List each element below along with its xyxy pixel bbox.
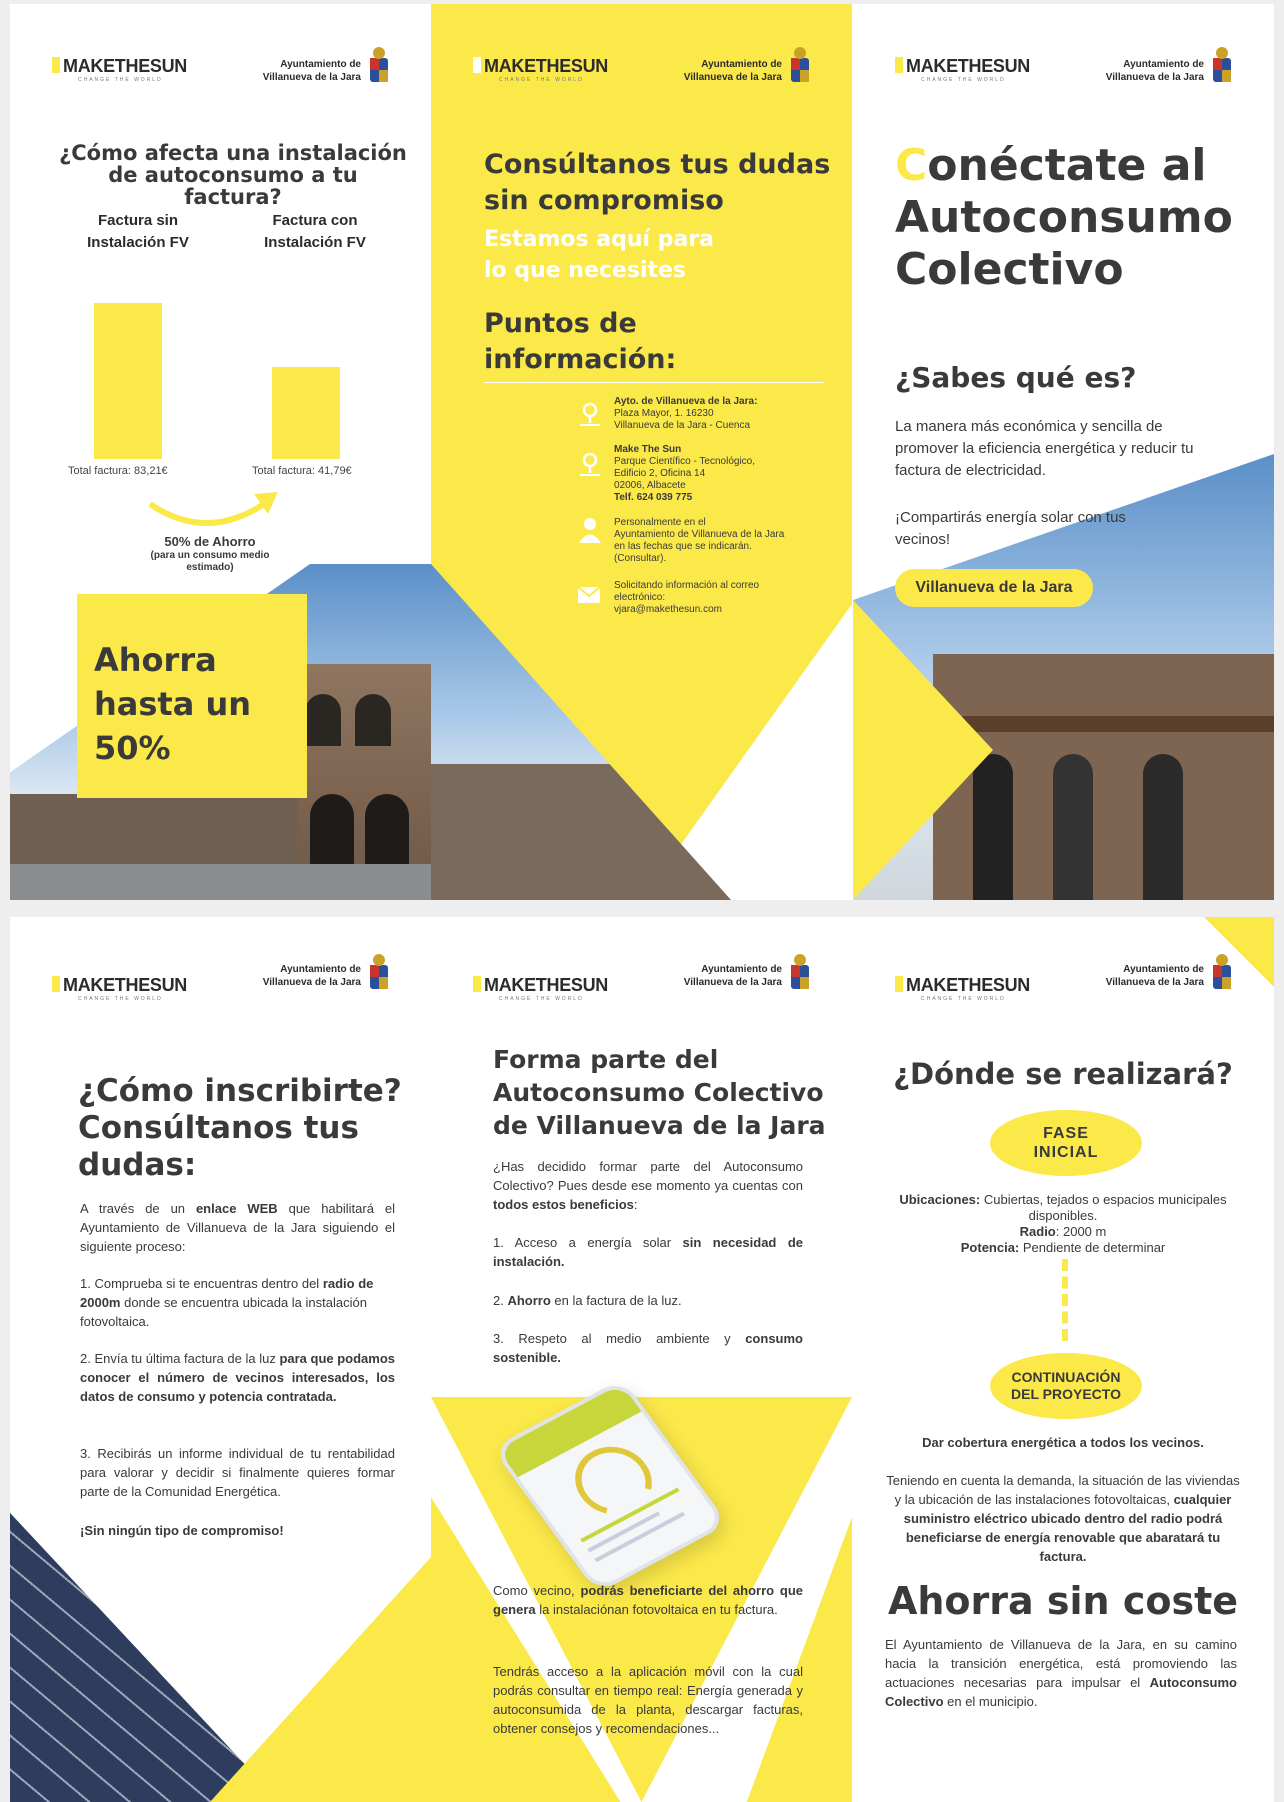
phase-initial-badge: FASE INICIAL xyxy=(990,1110,1142,1176)
brochure-front-sheet xyxy=(10,4,1274,900)
info-points-title: Puntos de información: xyxy=(484,308,677,375)
benefit-2: 2. Ahorro en la factura de la luz. xyxy=(493,1293,682,1308)
cover-title: Conéctate al Autoconsumo Colectivo xyxy=(895,140,1233,295)
makethesun-logo: MAKETHESUN CHANGE THE WORLD xyxy=(52,56,187,83)
ayuntamiento-label: Ayuntamiento de Villanueva de la Jara xyxy=(683,964,782,988)
info-item-ayto: Ayto. de Villanueva de la Jara: Plaza Mayor, 1. 16230 Villanueva de la Jara - Cuenca xyxy=(614,396,758,431)
town-pill: Villanueva de la Jara xyxy=(895,569,1093,607)
ayuntamiento-label: Ayuntamiento de Villanueva de la Jara xyxy=(683,59,782,83)
what-is-question: ¿Sabes qué es? xyxy=(895,361,1137,394)
email-link[interactable]: vjara@makethesun.com xyxy=(614,604,722,615)
phase-continuation-badge: CONTINUACIÓN DEL PROYECTO xyxy=(990,1353,1142,1419)
map-pin-icon xyxy=(577,451,603,477)
bill-bar-without xyxy=(94,303,162,459)
person-icon xyxy=(577,516,603,544)
consult-subtitle: Estamos aquí para lo que necesites xyxy=(484,227,715,283)
total-with: Total factura: 41,79€ xyxy=(252,465,352,477)
saving-note: (para un consumo medio estimado) xyxy=(150,550,270,573)
coverage-paragraph: Teniendo en cuenta la demanda, la situación de las viviendas y la ubicación de las instalaciones fotovoltaicas, cualquier suministro eléctrico ubicado dentro del radio podrá beneficiarse de energía renovable que abaratará tu factura. xyxy=(886,1473,1240,1564)
info-item-makethesun: Make The Sun Parque Científico - Tecnológico, Edificio 2, Oficina 14 02006, Albacete Telf. 624 039 775 xyxy=(614,444,756,503)
makethesun-logo: MAKETHESUN CHANGE THE WORLD xyxy=(52,975,187,1002)
signup-title: ¿Cómo inscribirte? Consúltanos tus dudas: xyxy=(78,1073,402,1183)
crest-icon xyxy=(1210,953,1234,993)
info-item-in-person: Personalmente en el Ayuntamiento de Villanueva de la Jara en las fechas que se indicarán. (Consultar). xyxy=(614,517,785,564)
back-right-panel xyxy=(853,917,1274,1802)
savings-box-text: Ahorra hasta un 50% xyxy=(94,641,252,767)
phase-initial-details: Ubicaciones: Cubiertas, tejados o espacios municipales disponibles. Radio: 2000 m Potencia: Pendiente de determinar xyxy=(899,1192,1227,1255)
bill-column-title-1: Factura sin Instalación FV xyxy=(87,212,189,251)
info-item-email: Solicitando información al correo electrónico: vjara@makethesun.com xyxy=(614,580,760,615)
crest-icon xyxy=(788,46,812,86)
timeline-connector xyxy=(1062,1259,1068,1341)
back-middle-panel xyxy=(431,917,852,1802)
signup-closing: ¡Sin ningún tipo de compromiso! xyxy=(80,1523,284,1538)
makethesun-logo: MAKETHESUN CHANGE THE WORLD xyxy=(473,975,608,1002)
where-title: ¿Dónde se realizará? xyxy=(893,1057,1233,1091)
signup-step-3: 3. Recibirás un informe individual de tu rentabilidad para valorar y decidir si finalmente quieres formar parte de la Comunidad Energética. xyxy=(80,1446,395,1499)
front-left-panel xyxy=(10,4,431,900)
bill-column-title-2: Factura con Instalación FV xyxy=(264,212,366,251)
crest-icon xyxy=(788,953,812,993)
coverage-statement: Dar cobertura energética a todos los vecinos. xyxy=(922,1435,1204,1450)
ayuntamiento-label: Ayuntamiento de Villanueva de la Jara xyxy=(262,59,361,83)
signup-intro: A través de un enlace WEB que habilitará el Ayuntamiento de Villanueva de la Jara siguiendo el siguiente proceso: xyxy=(80,1201,395,1254)
divider xyxy=(484,382,824,383)
ayuntamiento-label: Ayuntamiento de Villanueva de la Jara xyxy=(1105,964,1204,988)
solar-panel-photo xyxy=(10,1513,280,1802)
makethesun-logo: MAKETHESUN CHANGE THE WORLD xyxy=(895,975,1030,1002)
back-left-panel xyxy=(10,917,431,1802)
benefit-1: 1. Acceso a energía solar sin necesidad de instalación. xyxy=(493,1235,804,1269)
front-right-panel xyxy=(853,4,1274,900)
app-access-paragraph: Tendrás acceso a la aplicación móvil con la cual podrás consultar en tiempo real: Energía generada y autoconsumida de la planta, descargar facturas, obtener consejos y recomendaciones... xyxy=(493,1664,803,1736)
consult-title: Consúltanos tus dudas sin compromiso xyxy=(484,149,831,216)
ayuntamiento-label: Ayuntamiento de Villanueva de la Jara xyxy=(1105,59,1204,83)
bill-bar-with xyxy=(272,367,340,459)
saving-title: 50% de Ahorro xyxy=(164,534,256,549)
signup-step-1: 1. Comprueba si te encuentras dentro del radio de 2000m donde se encuentra ubicada la instalación fotovoltaica. xyxy=(80,1276,374,1329)
what-is-paragraph: La manera más económica y sencilla de promover la eficiencia energética y reducir tu factura de electricidad. xyxy=(895,418,1194,479)
makethesun-logo: MAKETHESUN CHANGE THE WORLD xyxy=(473,56,608,83)
signup-step-2: 2. Envía tu última factura de la luz para que podamos conocer el número de vecinos interesados, los datos de consumo y potencia contratada. xyxy=(80,1351,396,1404)
bill-question: ¿Cómo afecta una instalación de autoconsumo a tu factura? xyxy=(59,141,407,209)
makethesun-logo: MAKETHESUN CHANGE THE WORLD xyxy=(895,56,1030,83)
save-paragraph: El Ayuntamiento de Villanueva de la Jara, en su camino hacia la transición energética, está promoviendo las actuaciones necesarias para impulsar el Autoconsumo Colectivo en el municipio. xyxy=(885,1637,1237,1709)
join-intro: ¿Has decidido formar parte del Autoconsumo Colectivo? Pues desde ese momento ya cuentas con todos estos beneficios: xyxy=(493,1159,803,1212)
curved-arrow-icon xyxy=(146,486,286,538)
share-text: ¡Compartirás energía solar con tus vecinos! xyxy=(895,509,1126,548)
crest-icon xyxy=(367,953,391,993)
mail-icon xyxy=(577,586,601,604)
ayuntamiento-label: Ayuntamiento de Villanueva de la Jara xyxy=(262,964,361,988)
front-middle-panel xyxy=(431,4,852,900)
map-pin-icon xyxy=(577,401,603,427)
crest-icon xyxy=(1210,46,1234,86)
brochure-back-sheet xyxy=(10,917,1274,1802)
save-title: Ahorra sin coste xyxy=(887,1579,1239,1623)
total-without: Total factura: 83,21€ xyxy=(68,465,168,477)
crest-icon xyxy=(367,46,391,86)
benefit-3: 3. Respeto al medio ambiente y consumo sostenible. xyxy=(493,1331,803,1365)
join-title: Forma parte del Autoconsumo Colectivo de Villanueva de la Jara xyxy=(493,1045,826,1140)
app-savings-paragraph: Como vecino, podrás beneficiarte del ahorro que genera la instalaciónan fotovoltaica en tu factura. xyxy=(493,1583,803,1617)
